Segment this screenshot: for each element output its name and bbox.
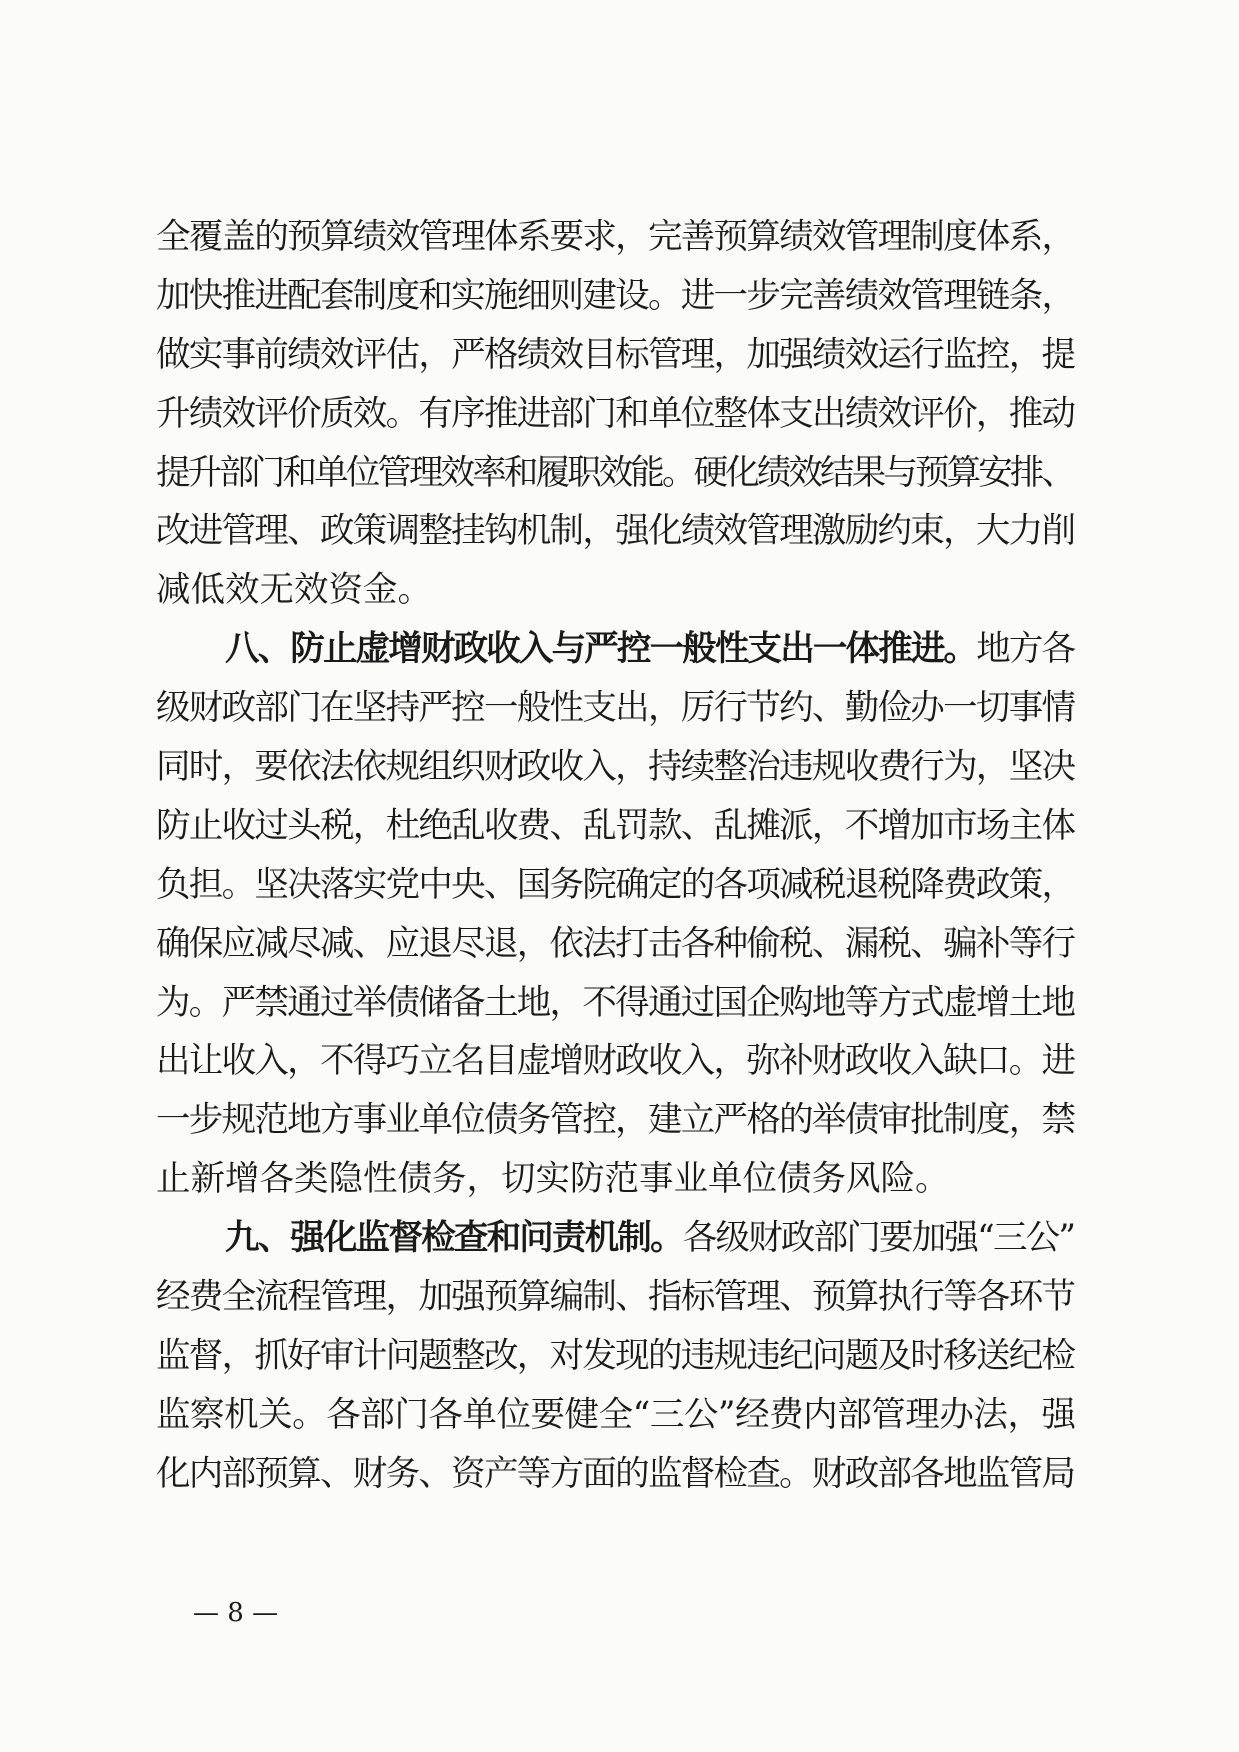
text-line: 监督，抓好审计问题整改，对发现的违规违纪问题及时移送纪检: [156, 1335, 1075, 1376]
text-line: 一步规范地方事业单位债务管控，建立严格的举债审批制度，禁: [156, 1100, 1075, 1141]
section-heading-line: 九、强化监督检查和问责机制。各级财政部门要加强“三公”: [225, 1218, 1075, 1259]
text-line: 止新增各类隐性债务，切实防范事业单位债务风险。: [156, 1159, 950, 1200]
section-heading-line: 八、防止虚增财政收入与严控一般性支出一体推进。地方各: [225, 629, 1075, 670]
body-text: [156, 208, 1076, 1504]
text-line: 全覆盖的预算绩效管理体系要求，完善预算绩效管理制度体系，: [156, 217, 1075, 257]
page-number: — 8 —: [193, 1598, 279, 1628]
section-heading-8: 八、防止虚增财政收入与严控一般性支出一体推进。: [225, 629, 977, 670]
text-line: 升绩效评价质效。有序推进部门和单位整体支出绩效评价，推动: [156, 393, 1075, 434]
text-line: 提升部门和单位管理效率和履职效能。硬化绩效结果与预算安排、: [156, 452, 1074, 493]
text-line: 为。严禁通过举债储备土地，不得通过国企购地等方式虚增土地: [156, 982, 1075, 1023]
text-line: 监察机关。各部门各单位要健全“三公”经费内部管理办法，强: [156, 1394, 1076, 1435]
text-line: 经费全流程管理，加强预算编制、指标管理、预算执行等各环节: [156, 1277, 1075, 1318]
text-line: 化内部预算、财务、资产等方面的监督检查。财政部各地监管局: [156, 1453, 1075, 1494]
section-heading-9: 九、强化监督检查和问责机制。: [225, 1218, 683, 1259]
text-line: 防止收过头税，杜绝乱收费、乱罚款、乱摊派，不增加市场主体: [156, 805, 1075, 846]
text-line: 同时，要依法依规组织财政收入，持续整治违规收费行为，坚决: [156, 747, 1075, 788]
text-line: 出让收入，不得巧立名目虚增财政收入，弥补财政收入缺口。进: [156, 1041, 1075, 1082]
text-line: 做实事前绩效评估，严格绩效目标管理，加强绩效运行监控，提: [156, 334, 1075, 375]
text-line: 负担。坚决落实党中央、国务院确定的各项减税退税降费政策，: [156, 864, 1075, 905]
text-line: 加快推进配套制度和实施细则建设。进一步完善绩效管理链条，: [156, 275, 1075, 316]
text-line: 确保应减尽减、应退尽退，依法打击各种偷税、漏税、骗补等行: [156, 923, 1075, 964]
text-line: 级财政部门在坚持严控一般性支出，厉行节约、勤俭办一切事情: [156, 688, 1075, 729]
text-line: 减低效无效资金。: [156, 570, 432, 611]
text-line: 改进管理、政策调整挂钩机制，强化绩效管理激励约束，大力削: [156, 511, 1075, 552]
